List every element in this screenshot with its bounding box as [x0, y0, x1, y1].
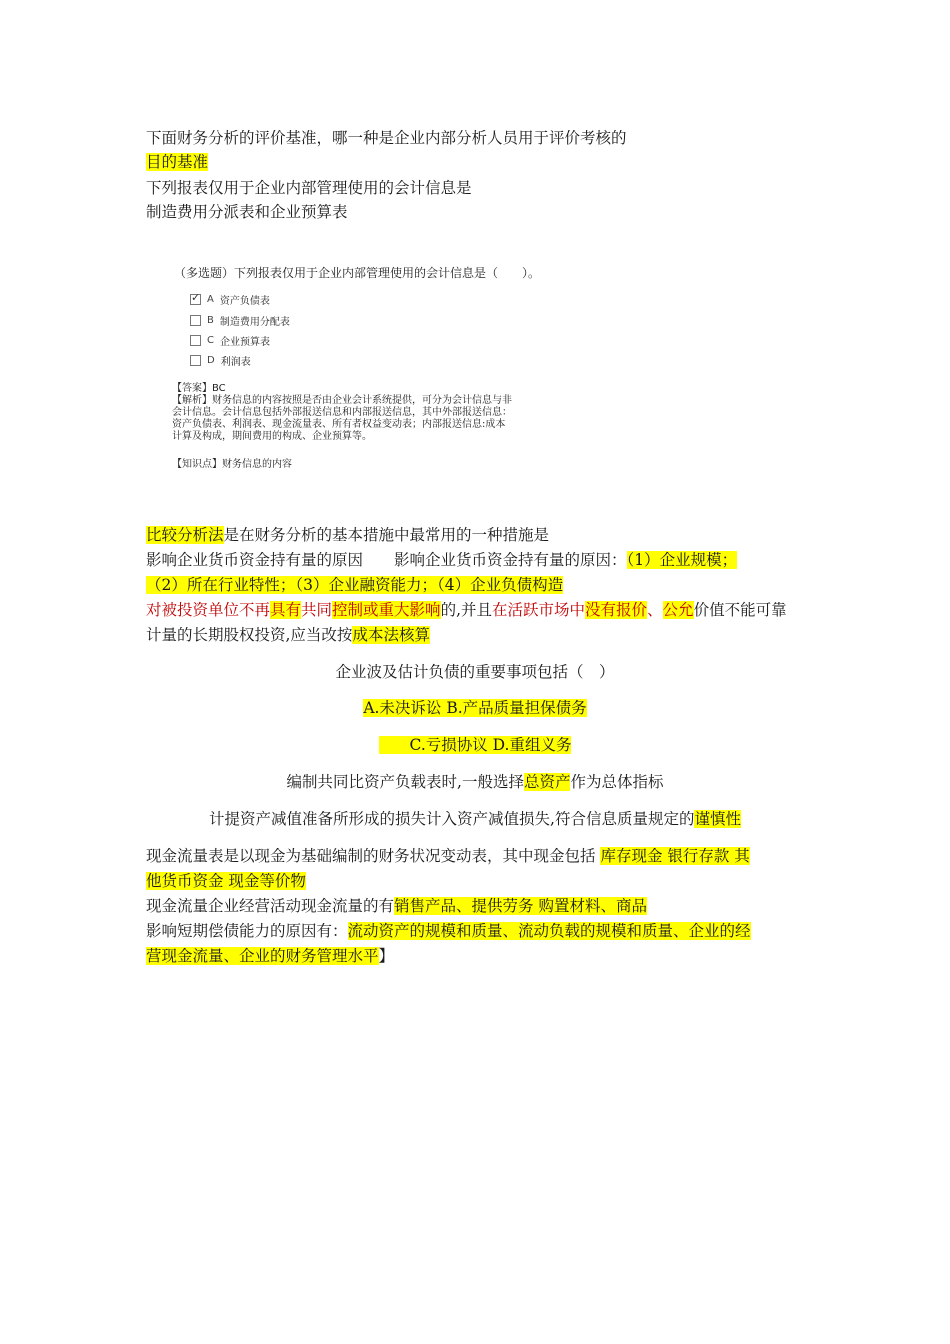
checkbox-icon[interactable] [190, 335, 201, 346]
quiz-knowledge-point: 【知识点】财务信息的内容 [172, 459, 292, 470]
embedded-quiz-screenshot [168, 260, 588, 480]
red-text: 、 [647, 601, 663, 619]
highlight-total-assets: 总资产 [523, 773, 571, 791]
highlight-prudence: 谨慎性 [694, 810, 741, 828]
quiz-answer: 【答案】BC [172, 383, 226, 394]
option-label: 利润表 [220, 357, 251, 368]
highlight-options-ab: A.未决诉讼 B.产品质量担保债务 [363, 699, 587, 717]
plain-text: 影响短期偿债能力的原因有： [146, 922, 348, 940]
quiz-question: （多选题）下列报表仅用于企业内部管理使用的会计信息是（ ）。 [174, 266, 541, 280]
quiz-analysis-2: 会计信息。会计信息包括外部报送信息和内部报送信息，其中外部报送信息： [172, 407, 512, 418]
plain-text: 编制共同比资产负载表时,一般选择 [286, 773, 524, 791]
factors-line-1 [146, 550, 737, 570]
contingent-question: 企业波及估计负债的重要事项包括（ ） [335, 663, 615, 681]
option-label: 企业预算表 [219, 337, 270, 348]
cash-line-1 [146, 846, 750, 866]
answer-line-1 [146, 152, 208, 172]
red-text: 共同 [301, 601, 333, 619]
plain-text: 的,并且 [440, 601, 492, 619]
plain-text: 计量的长期股权投资,应当改按 [146, 626, 353, 644]
option-letter: C [207, 335, 214, 346]
option-letter: D [207, 355, 215, 366]
plain-text: 计提资产减值准备所形成的损失计入资产减值损失,符合信息质量规定的 [209, 810, 695, 828]
quiz-analysis-3: 资产负债表、利润表、现金流量表、所有者权益变动表；内部报送信息:成本 [172, 419, 506, 430]
checkbox-icon[interactable] [190, 315, 201, 326]
operating-line [146, 896, 647, 916]
option-letter: B [207, 315, 214, 326]
option-label: 资产负债表 [219, 296, 270, 307]
highlight-text: 控制或重大影响 [332, 601, 441, 619]
comparison-line [146, 525, 549, 545]
quiz-analysis-1: 【解析】财务信息的内容按照是否由企业会计系统提供，可分为会计信息与非 [172, 395, 512, 406]
quiz-option-a[interactable] [190, 292, 270, 307]
answer-line-2: 制造费用分派表和企业预算表 [146, 203, 348, 221]
factors-line-2 [146, 575, 563, 595]
plain-text: 价值不能可靠 [693, 601, 787, 619]
quiz-option-b[interactable] [190, 313, 290, 328]
plain-text: 现金流量表是以现金为基础编制的财务状况变动表，其中现金包括 [146, 847, 596, 865]
question-line-1: 下面财务分析的评价基准，哪一种是企业内部分析人员用于评价考核的 [146, 129, 627, 147]
highlight-factors-2: （2）所在行业特性；（3）企业融资能力；（4）企业负债构造 [146, 576, 564, 594]
quiz-option-c[interactable] [190, 333, 270, 348]
red-text: 在活跃市场中 [492, 601, 586, 619]
highlight-solvency-2: 营现金流量、企业的财务管理水平 [146, 947, 379, 965]
solvency-line-1 [146, 921, 751, 941]
factors-text: 影响企业货币资金持有量的原因 影响企业货币资金持有量的原因： [146, 551, 627, 569]
highlight-factors-1: （1）企业规模； [626, 551, 738, 569]
checkbox-checked-icon[interactable] [190, 294, 201, 305]
highlight-cost-method: 成本法核算 [352, 626, 430, 644]
highlight-cash-2: 他货币资金 现金等价物 [146, 872, 306, 890]
common-size-line [0, 772, 950, 792]
contingent-options-cd [0, 735, 950, 755]
plain-text: 现金流量企业经营活动现金流量的有 [146, 897, 395, 915]
plain-text: 】 [378, 947, 395, 965]
comparison-text: 是在财务分析的基本措施中最常用的一种措施是 [223, 526, 550, 544]
highlight-options-cd: C.亏损协议 D.重组义务 [378, 736, 572, 754]
option-label: 制造费用分配表 [219, 317, 290, 328]
highlight-operating: 销售产品、提供劳务 购置材料、商品 [394, 897, 647, 915]
highlight-text: 公允 [662, 601, 694, 619]
highlight-answer: 目的基准 [146, 153, 209, 171]
checkbox-icon[interactable] [190, 355, 201, 366]
impairment-line [0, 809, 950, 829]
plain-text: 作为总体指标 [570, 773, 664, 791]
equity-line-2 [146, 625, 430, 645]
highlight-text: 没有报价 [585, 601, 648, 619]
quiz-analysis-4: 计算及构成，期间费用的构成、企业预算等。 [172, 431, 372, 442]
highlight-text: 具有 [270, 601, 302, 619]
equity-line-1 [146, 600, 787, 620]
contingent-options-ab [0, 698, 950, 718]
highlight-solvency-1: 流动资产的规模和质量、流动负载的规模和质量、企业的经 [347, 922, 751, 940]
question-line-2: 下列报表仅用于企业内部管理使用的会计信息是 [146, 179, 472, 197]
red-text: 对被投资单位不再 [146, 601, 271, 619]
option-letter: A [207, 294, 214, 305]
cash-line-2 [146, 871, 306, 891]
quiz-option-d[interactable] [190, 353, 251, 368]
highlight-cash-1: 库存现金 银行存款 其 [600, 847, 750, 865]
highlight-comparison: 比较分析法 [146, 526, 224, 544]
solvency-line-2 [146, 946, 394, 966]
